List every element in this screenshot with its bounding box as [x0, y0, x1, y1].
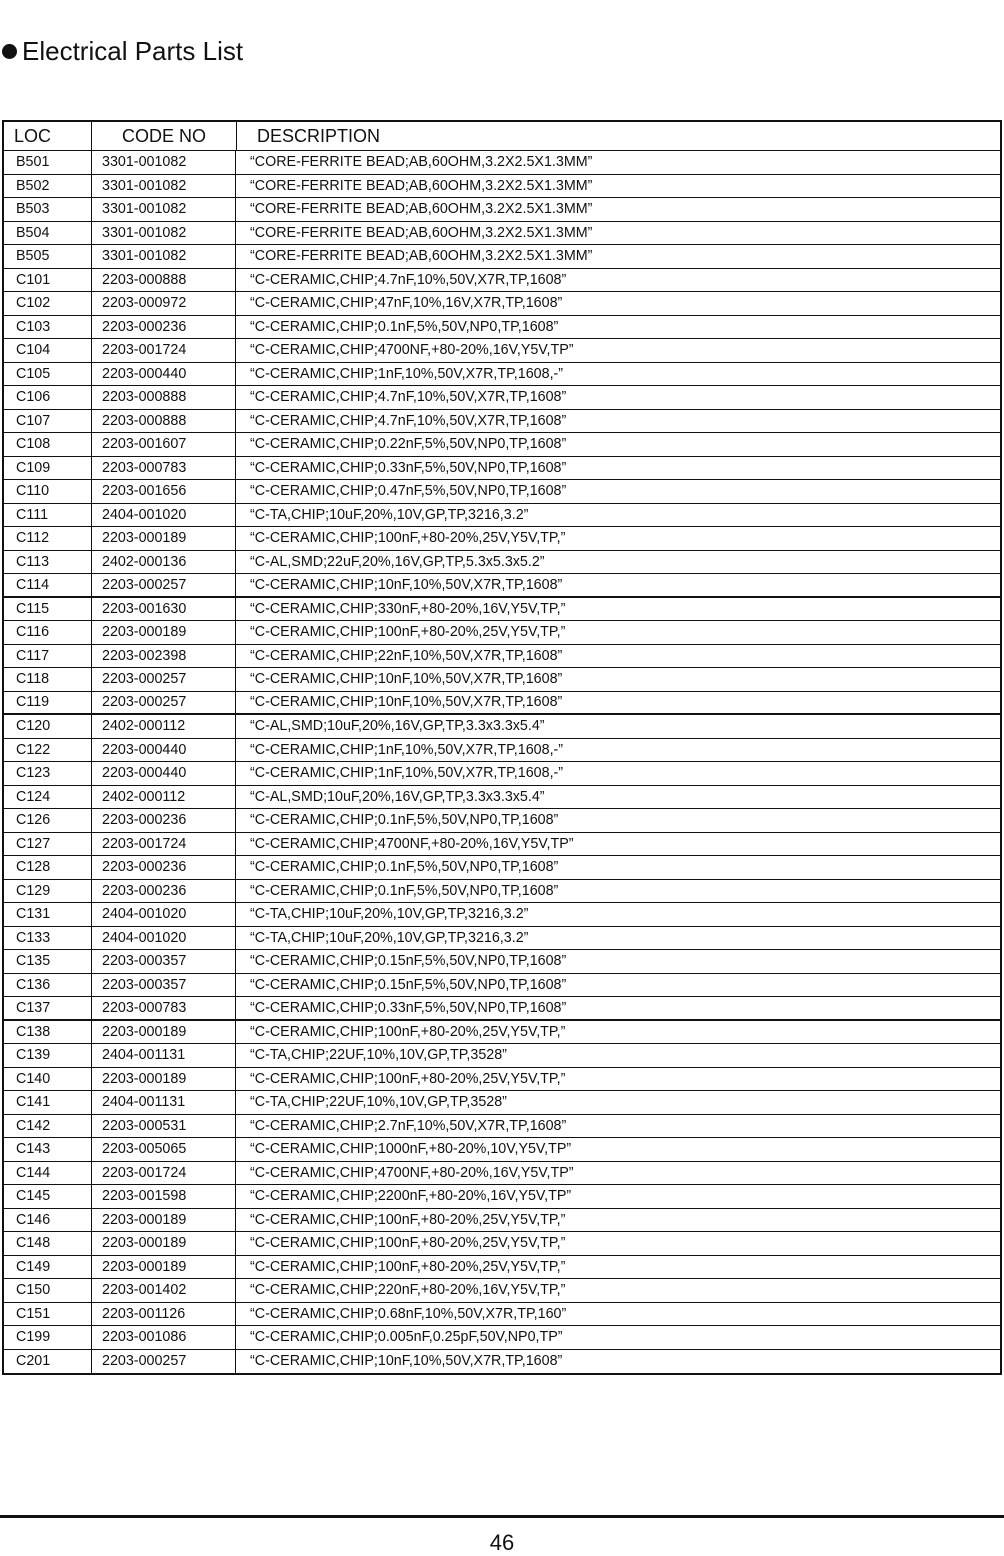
- table-row: [4, 1091, 1000, 1115]
- cell-loc: C145: [4, 1185, 92, 1208]
- cell-loc: C103: [4, 316, 92, 339]
- cell-description: “C-CERAMIC,CHIP;10nF,10%,50V,X7R,TP,1608”: [250, 1353, 563, 1370]
- table-row: [4, 1185, 1000, 1209]
- cell-code-no: 2203-000972: [92, 292, 236, 315]
- cell-code-no: 2404-001131: [92, 1091, 236, 1114]
- cell-loc: C105: [4, 363, 92, 386]
- cell-description: “C-CERAMIC,CHIP;0.47nF,5%,50V,NP0,TP,1608”: [250, 483, 567, 500]
- cell-description: “C-CERAMIC,CHIP;4.7nF,10%,50V,X7R,TP,1608”: [250, 389, 567, 406]
- cell-description: “C-TA,CHIP;10uF,20%,10V,GP,TP,3216,3.2”: [250, 506, 529, 523]
- cell-description: “C-AL,SMD;10uF,20%,16V,GP,TP,3.3x3.3x5.4”: [250, 718, 545, 735]
- table-row: [4, 504, 1000, 528]
- cell-code-no: 2203-001724: [92, 339, 236, 362]
- table-row: [4, 1044, 1000, 1068]
- cell-code-no: 2203-000783: [92, 997, 236, 1019]
- cell-loc: C138: [4, 1021, 92, 1044]
- cell-code-no: 2404-001020: [92, 903, 236, 926]
- cell-code-no: 2203-000257: [92, 668, 236, 691]
- cell-code-no: 2404-001020: [92, 927, 236, 950]
- bullet-icon: [2, 44, 17, 59]
- cell-loc: C143: [4, 1138, 92, 1161]
- cell-description: “C-CERAMIC,CHIP;100nF,+80-20%,25V,Y5V,TP,”: [250, 1235, 566, 1252]
- table-row: [4, 1138, 1000, 1162]
- cell-code-no: 2203-001656: [92, 480, 236, 503]
- cell-code-no: 2203-000257: [92, 574, 236, 596]
- cell-description: “CORE-FERRITE BEAD;AB,60OHM,3.2X2.5X1.3MM”: [250, 154, 593, 171]
- cell-code-no: 2203-000189: [92, 1256, 236, 1279]
- cell-loc: C106: [4, 386, 92, 409]
- table-row: [4, 950, 1000, 974]
- cell-loc: C150: [4, 1279, 92, 1302]
- cell-loc: B503: [4, 198, 92, 221]
- cell-code-no: 2203-000888: [92, 410, 236, 433]
- cell-code-no: 2203-000888: [92, 269, 236, 292]
- table-row: [4, 927, 1000, 951]
- cell-loc: C133: [4, 927, 92, 950]
- cell-loc: C107: [4, 410, 92, 433]
- cell-code-no: 2203-001724: [92, 833, 236, 856]
- cell-loc: C146: [4, 1209, 92, 1232]
- cell-code-no: 2203-000236: [92, 809, 236, 832]
- cell-description: “C-CERAMIC,CHIP;100nF,+80-20%,25V,Y5V,TP,”: [250, 1211, 566, 1228]
- table-row: [4, 316, 1000, 340]
- cell-code-no: 2203-000357: [92, 950, 236, 973]
- cell-code-no: 3301-001082: [92, 222, 236, 245]
- cell-loc: C129: [4, 880, 92, 903]
- cell-loc: C122: [4, 739, 92, 762]
- cell-code-no: 2203-001630: [92, 598, 236, 621]
- cell-loc: C116: [4, 621, 92, 644]
- cell-description: “C-CERAMIC,CHIP;0.22nF,5%,50V,NP0,TP,1608”: [250, 436, 567, 453]
- cell-loc: C110: [4, 480, 92, 503]
- cell-code-no: 2404-001020: [92, 504, 236, 527]
- header-code-no: CODE NO: [92, 122, 237, 150]
- table-row: [4, 692, 1000, 716]
- cell-code-no: 3301-001082: [92, 245, 236, 268]
- cell-loc: C127: [4, 833, 92, 856]
- table-row: [4, 527, 1000, 551]
- header-loc: LOC: [4, 122, 92, 150]
- cell-code-no: 2203-000888: [92, 386, 236, 409]
- cell-description: “C-CERAMIC,CHIP;0.33nF,5%,50V,NP0,TP,1608”: [250, 459, 567, 476]
- cell-description: “C-CERAMIC,CHIP;1000nF,+80-20%,10V,Y5V,TP”: [250, 1141, 572, 1158]
- cell-description: “C-CERAMIC,CHIP;10nF,10%,50V,X7R,TP,1608”: [250, 694, 563, 711]
- table-row: [4, 786, 1000, 810]
- cell-code-no: 2203-005065: [92, 1138, 236, 1161]
- table-row: [4, 974, 1000, 998]
- table-body: [4, 151, 1000, 1373]
- table-header: [4, 122, 1000, 151]
- table-row: [4, 198, 1000, 222]
- cell-loc: C120: [4, 715, 92, 738]
- table-row: [4, 1115, 1000, 1139]
- table-row: [4, 1209, 1000, 1233]
- cell-description: “C-CERAMIC,CHIP;4700NF,+80-20%,16V,Y5V,TP”: [250, 342, 574, 359]
- cell-code-no: 2203-000189: [92, 527, 236, 550]
- cell-description: “C-AL,SMD;22uF,20%,16V,GP,TP,5.3x5.3x5.2”: [250, 553, 545, 570]
- page-title-text: Electrical Parts List: [22, 35, 244, 66]
- cell-code-no: 3301-001082: [92, 151, 236, 174]
- cell-description: “C-CERAMIC,CHIP;0.15nF,5%,50V,NP0,TP,1608”: [250, 976, 567, 993]
- cell-code-no: 2203-001086: [92, 1326, 236, 1349]
- cell-description: “C-CERAMIC,CHIP;10nF,10%,50V,X7R,TP,1608”: [250, 671, 563, 688]
- cell-description: “CORE-FERRITE BEAD;AB,60OHM,3.2X2.5X1.3MM”: [250, 224, 593, 241]
- cell-loc: C199: [4, 1326, 92, 1349]
- table-row: [4, 457, 1000, 481]
- table-row: [4, 715, 1000, 739]
- cell-code-no: 2402-000136: [92, 551, 236, 574]
- cell-code-no: 2203-000531: [92, 1115, 236, 1138]
- cell-loc: C144: [4, 1162, 92, 1185]
- cell-description: “CORE-FERRITE BEAD;AB,60OHM,3.2X2.5X1.3MM”: [250, 201, 593, 218]
- table-row: [4, 222, 1000, 246]
- cell-code-no: 2402-000112: [92, 715, 236, 738]
- cell-code-no: 2404-001131: [92, 1044, 236, 1067]
- cell-code-no: 2203-001598: [92, 1185, 236, 1208]
- table-row: [4, 833, 1000, 857]
- cell-loc: C135: [4, 950, 92, 973]
- table-row: [4, 621, 1000, 645]
- cell-code-no: 2203-000357: [92, 974, 236, 997]
- cell-description: “C-CERAMIC,CHIP;1nF,10%,50V,X7R,TP,1608,-”: [250, 765, 564, 782]
- cell-description: “C-CERAMIC,CHIP;0.1nF,5%,50V,NP0,TP,1608”: [250, 812, 559, 829]
- cell-code-no: 2203-000236: [92, 316, 236, 339]
- table-row: [4, 175, 1000, 199]
- cell-description: “C-TA,CHIP;10uF,20%,10V,GP,TP,3216,3.2”: [250, 929, 529, 946]
- table-row: [4, 762, 1000, 786]
- table-row: [4, 1279, 1000, 1303]
- cell-description: “C-TA,CHIP;10uF,20%,10V,GP,TP,3216,3.2”: [250, 906, 529, 923]
- cell-description: “C-CERAMIC,CHIP;330nF,+80-20%,16V,Y5V,TP,”: [250, 600, 566, 617]
- cell-description: “C-CERAMIC,CHIP;100nF,+80-20%,25V,Y5V,TP,”: [250, 1070, 566, 1087]
- parts-table: [2, 120, 1002, 1375]
- table-row: [4, 1303, 1000, 1327]
- cell-description: “CORE-FERRITE BEAD;AB,60OHM,3.2X2.5X1.3MM”: [250, 177, 593, 194]
- cell-loc: C104: [4, 339, 92, 362]
- table-row: [4, 645, 1000, 669]
- table-row: [4, 292, 1000, 316]
- cell-description: “C-CERAMIC,CHIP;0.68nF,10%,50V,X7R,TP,160”: [250, 1305, 567, 1322]
- cell-description: “C-AL,SMD;10uF,20%,16V,GP,TP,3.3x3.3x5.4”: [250, 788, 545, 805]
- cell-code-no: 2203-000257: [92, 692, 236, 714]
- table-row: [4, 739, 1000, 763]
- cell-loc: C109: [4, 457, 92, 480]
- cell-code-no: 2203-000189: [92, 1209, 236, 1232]
- cell-loc: B502: [4, 175, 92, 198]
- cell-loc: B504: [4, 222, 92, 245]
- header-description: DESCRIPTION: [257, 125, 381, 146]
- cell-code-no: 2203-000783: [92, 457, 236, 480]
- cell-code-no: 2203-001724: [92, 1162, 236, 1185]
- cell-description: “C-CERAMIC,CHIP;1nF,10%,50V,X7R,TP,1608,-”: [250, 741, 564, 758]
- table-row: [4, 363, 1000, 387]
- cell-loc: C124: [4, 786, 92, 809]
- cell-loc: C151: [4, 1303, 92, 1326]
- cell-loc: C123: [4, 762, 92, 785]
- cell-loc: C201: [4, 1350, 92, 1374]
- cell-loc: C149: [4, 1256, 92, 1279]
- table-row: [4, 433, 1000, 457]
- table-row: [4, 1326, 1000, 1350]
- cell-code-no: 3301-001082: [92, 198, 236, 221]
- table-row: [4, 386, 1000, 410]
- cell-loc: B501: [4, 151, 92, 174]
- cell-description: “C-CERAMIC,CHIP;4700NF,+80-20%,16V,Y5V,TP”: [250, 835, 574, 852]
- cell-description: “C-CERAMIC,CHIP;100nF,+80-20%,25V,Y5V,TP,”: [250, 624, 566, 641]
- table-row: [4, 1068, 1000, 1092]
- cell-loc: C113: [4, 551, 92, 574]
- cell-code-no: 2203-000236: [92, 880, 236, 903]
- table-row: [4, 997, 1000, 1021]
- cell-description: “C-CERAMIC,CHIP;0.15nF,5%,50V,NP0,TP,1608”: [250, 953, 567, 970]
- cell-code-no: 2203-000440: [92, 762, 236, 785]
- table-row: [4, 880, 1000, 904]
- cell-description: “C-CERAMIC,CHIP;1nF,10%,50V,X7R,TP,1608,-”: [250, 365, 564, 382]
- cell-code-no: 2203-000440: [92, 363, 236, 386]
- cell-code-no: 2203-002398: [92, 645, 236, 668]
- cell-description: “C-CERAMIC,CHIP;10nF,10%,50V,X7R,TP,1608”: [250, 576, 563, 593]
- cell-loc: C108: [4, 433, 92, 456]
- cell-code-no: 2203-000189: [92, 1021, 236, 1044]
- table-row: [4, 269, 1000, 293]
- cell-loc: C131: [4, 903, 92, 926]
- cell-description: “CORE-FERRITE BEAD;AB,60OHM,3.2X2.5X1.3MM”: [250, 248, 593, 265]
- cell-code-no: 2402-000112: [92, 786, 236, 809]
- cell-loc: C117: [4, 645, 92, 668]
- table-row: [4, 1256, 1000, 1280]
- cell-loc: C140: [4, 1068, 92, 1091]
- table-row: [4, 668, 1000, 692]
- cell-code-no: 2203-000189: [92, 1068, 236, 1091]
- cell-description: “C-CERAMIC,CHIP;22nF,10%,50V,X7R,TP,1608”: [250, 647, 563, 664]
- cell-description: “C-CERAMIC,CHIP;0.33nF,5%,50V,NP0,TP,1608”: [250, 999, 567, 1016]
- cell-description: “C-CERAMIC,CHIP;100nF,+80-20%,25V,Y5V,TP,”: [250, 530, 566, 547]
- cell-description: “C-CERAMIC,CHIP;0.1nF,5%,50V,NP0,TP,1608”: [250, 882, 559, 899]
- cell-description: “C-CERAMIC,CHIP;4.7nF,10%,50V,X7R,TP,1608”: [250, 271, 567, 288]
- table-row: [4, 1350, 1000, 1374]
- cell-loc: C137: [4, 997, 92, 1019]
- table-row: [4, 574, 1000, 598]
- cell-description: “C-CERAMIC,CHIP;100nF,+80-20%,25V,Y5V,TP,”: [250, 1258, 566, 1275]
- cell-loc: C136: [4, 974, 92, 997]
- cell-description: “C-TA,CHIP;22UF,10%,10V,GP,TP,3528”: [250, 1094, 507, 1111]
- table-row: [4, 245, 1000, 269]
- cell-description: “C-CERAMIC,CHIP;2.7nF,10%,50V,X7R,TP,1608”: [250, 1117, 567, 1134]
- table-row: [4, 551, 1000, 575]
- page-title: [0, 34, 243, 68]
- table-row: [4, 1232, 1000, 1256]
- cell-loc: C142: [4, 1115, 92, 1138]
- cell-loc: B505: [4, 245, 92, 268]
- cell-loc: C141: [4, 1091, 92, 1114]
- cell-description: “C-CERAMIC,CHIP;47nF,10%,16V,X7R,TP,1608”: [250, 295, 563, 312]
- footer-divider: [0, 1515, 1004, 1518]
- table-row: [4, 1021, 1000, 1045]
- page-number: 46: [489, 1530, 515, 1555]
- table-row: [4, 1162, 1000, 1186]
- cell-description: “C-CERAMIC,CHIP;4.7nF,10%,50V,X7R,TP,1608”: [250, 412, 567, 429]
- cell-loc: C118: [4, 668, 92, 691]
- table-row: [4, 410, 1000, 434]
- cell-loc: C119: [4, 692, 92, 714]
- cell-loc: C101: [4, 269, 92, 292]
- cell-code-no: 2203-001402: [92, 1279, 236, 1302]
- cell-loc: C102: [4, 292, 92, 315]
- cell-code-no: 2203-000236: [92, 856, 236, 879]
- cell-loc: C115: [4, 598, 92, 621]
- cell-loc: C111: [4, 504, 92, 527]
- cell-loc: C126: [4, 809, 92, 832]
- cell-description: “C-CERAMIC,CHIP;0.005nF,0.25pF,50V,NP0,TP”: [250, 1329, 563, 1346]
- cell-loc: C114: [4, 574, 92, 596]
- cell-code-no: 2203-000440: [92, 739, 236, 762]
- cell-description: “C-CERAMIC,CHIP;0.1nF,5%,50V,NP0,TP,1608”: [250, 318, 559, 335]
- table-row: [4, 903, 1000, 927]
- cell-loc: C128: [4, 856, 92, 879]
- cell-code-no: 3301-001082: [92, 175, 236, 198]
- cell-description: “C-CERAMIC,CHIP;4700NF,+80-20%,16V,Y5V,TP”: [250, 1164, 574, 1181]
- cell-description: “C-CERAMIC,CHIP;2200nF,+80-20%,16V,Y5V,TP”: [250, 1188, 572, 1205]
- cell-description: “C-TA,CHIP;22UF,10%,10V,GP,TP,3528”: [250, 1047, 507, 1064]
- table-row: [4, 598, 1000, 622]
- table-row: [4, 480, 1000, 504]
- cell-loc: C148: [4, 1232, 92, 1255]
- cell-description: “C-CERAMIC,CHIP;220nF,+80-20%,16V,Y5V,TP,”: [250, 1282, 566, 1299]
- cell-code-no: 2203-000189: [92, 1232, 236, 1255]
- table-row: [4, 339, 1000, 363]
- table-row: [4, 809, 1000, 833]
- cell-description: “C-CERAMIC,CHIP;100nF,+80-20%,25V,Y5V,TP,”: [250, 1023, 566, 1040]
- cell-loc: C112: [4, 527, 92, 550]
- cell-code-no: 2203-001607: [92, 433, 236, 456]
- cell-code-no: 2203-000189: [92, 621, 236, 644]
- cell-code-no: 2203-001126: [92, 1303, 236, 1326]
- table-row: [4, 151, 1000, 175]
- table-row: [4, 856, 1000, 880]
- cell-loc: C139: [4, 1044, 92, 1067]
- cell-code-no: 2203-000257: [92, 1350, 236, 1374]
- cell-description: “C-CERAMIC,CHIP;0.1nF,5%,50V,NP0,TP,1608”: [250, 859, 559, 876]
